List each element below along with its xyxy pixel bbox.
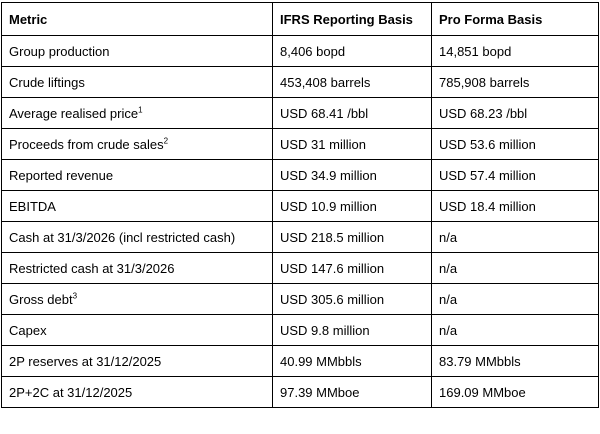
metric-cell (2, 377, 273, 408)
ifrs-value-cell: 40.99 MMbbls (273, 346, 432, 377)
metric-cell (2, 315, 273, 346)
proforma-value-cell: USD 18.4 million (432, 191, 599, 222)
header-metric: Metric (2, 3, 273, 36)
proforma-value-cell: 169.09 MMboe (432, 377, 599, 408)
ifrs-value-cell: USD 34.9 million (273, 160, 432, 191)
metric-label: Reported revenue (9, 167, 114, 183)
metric-cell (2, 129, 273, 160)
proforma-value-cell: USD 68.23 /bbl (432, 98, 599, 129)
ifrs-value-cell: USD 147.6 million (273, 253, 432, 284)
proforma-value-cell: USD 53.6 million (432, 129, 599, 160)
metric-cell (2, 98, 273, 129)
table-row (2, 98, 599, 129)
metric-label: 2P+2C at 31/12/2025 (9, 384, 133, 400)
table-row (2, 284, 599, 315)
ifrs-value-cell: USD 31 million (273, 129, 432, 160)
metric-label: Capex (9, 322, 47, 338)
proforma-value-cell: n/a (432, 315, 599, 346)
table-row (2, 191, 599, 222)
metric-cell (2, 284, 273, 315)
metric-label: Average realised price (9, 105, 139, 121)
table-row (2, 129, 599, 160)
proforma-value-cell: n/a (432, 222, 599, 253)
metric-label: Restricted cash at 31/3/2026 (9, 260, 175, 276)
ifrs-value-cell: USD 305.6 million (273, 284, 432, 315)
header-ifrs: IFRS Reporting Basis (273, 3, 432, 36)
table-row (2, 377, 599, 408)
metric-label: EBITDA (9, 198, 56, 214)
metric-label: Cash at 31/3/2026 (incl restricted cash) (9, 229, 236, 245)
metrics-table (1, 2, 599, 408)
metric-cell (2, 191, 273, 222)
metric-label: Gross debt (9, 291, 73, 307)
ifrs-value-cell: USD 9.8 million (273, 315, 432, 346)
footnote-marker: 3 (72, 291, 78, 301)
table-row (2, 222, 599, 253)
proforma-value-cell: 14,851 bopd (432, 36, 599, 67)
ifrs-value-cell: USD 218.5 million (273, 222, 432, 253)
footnote-marker: 2 (163, 136, 169, 146)
metric-cell (2, 346, 273, 377)
metric-cell (2, 67, 273, 98)
table-header-row (2, 3, 599, 36)
table-row (2, 67, 599, 98)
ifrs-value-cell: 97.39 MMboe (273, 377, 432, 408)
table-row (2, 160, 599, 191)
metric-cell (2, 36, 273, 67)
table-row (2, 253, 599, 284)
table-row (2, 36, 599, 67)
ifrs-value-cell: USD 68.41 /bbl (273, 98, 432, 129)
proforma-value-cell: n/a (432, 284, 599, 315)
ifrs-value-cell: 453,408 barrels (273, 67, 432, 98)
header-proforma: Pro Forma Basis (432, 3, 599, 36)
proforma-value-cell: 83.79 MMbbls (432, 346, 599, 377)
metric-cell (2, 160, 273, 191)
table-body (2, 36, 599, 408)
proforma-value-cell: 785,908 barrels (432, 67, 599, 98)
metric-cell (2, 253, 273, 284)
table-row (2, 315, 599, 346)
metric-label: Crude liftings (9, 74, 85, 90)
footnote-marker: 1 (138, 105, 143, 115)
ifrs-value-cell: 8,406 bopd (273, 36, 432, 67)
proforma-value-cell: n/a (432, 253, 599, 284)
metric-cell (2, 222, 273, 253)
metric-label: Proceeds from crude sales (9, 136, 164, 152)
ifrs-value-cell: USD 10.9 million (273, 191, 432, 222)
proforma-value-cell: USD 57.4 million (432, 160, 599, 191)
metric-label: 2P reserves at 31/12/2025 (9, 353, 162, 369)
metric-label: Group production (9, 43, 110, 59)
table-row (2, 346, 599, 377)
